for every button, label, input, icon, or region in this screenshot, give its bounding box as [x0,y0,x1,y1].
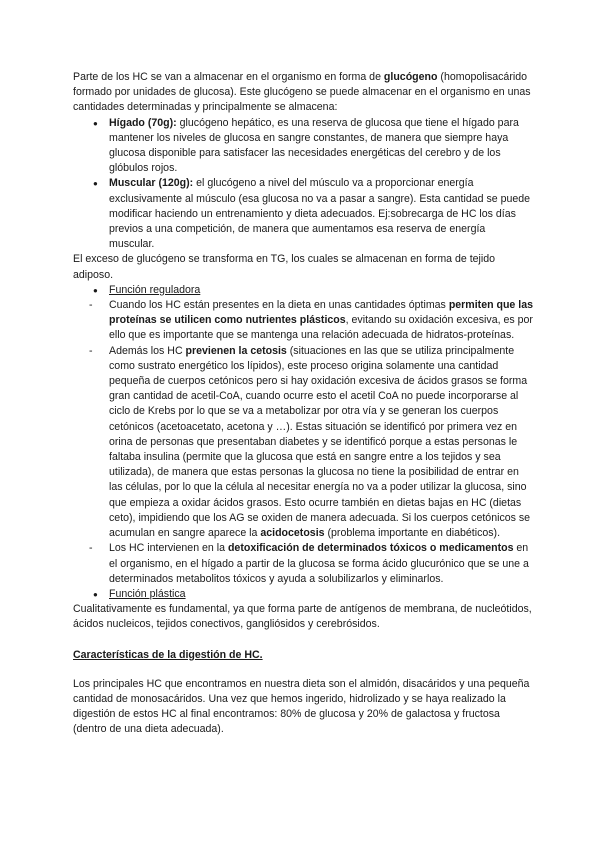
section-title: Características de la digestión de HC. [73,648,263,661]
regulatory-list [73,298,533,587]
glycogen-term: glucógeno [383,71,438,83]
regulatory-heading-list [73,283,533,298]
document-body [73,70,533,738]
list-item: - Los HC intervienen en la detoxificación de determinados tóxicos o medicamentos en el organismo, en el hígado a partir de la glucosa se forma ácido glucurónico que se une a determinados metabolitos tóxicos y ayuda a solubilizarlos y eliminarlos. [73,541,533,587]
plastic-heading-list [73,587,533,602]
regulatory-function-heading: Función reguladora [109,283,201,296]
storage-list [73,116,533,253]
list-item [73,587,533,602]
plastic-function-paragraph: Cualitativamente es fundamental, ya que forma parte de antígenos de membrana, de nucleótidos, ácidos nucleicos, tejidos conectivos, gangliósidos y cerebrósidos. [73,603,532,631]
digestion-paragraph: Los principales HC que encontramos en nuestra dieta son el almidón, disacáridos y una pequeña cantidad de monosacáridos. Una vez que hemos ingerido, hidrolizado y se haya realizado la digestión de estos HC al final encontramos: 80% de glucosa y 20% de galactosa y fructosa (dentro de una dieta adecuada). [73,677,530,736]
excess-glycogen-paragraph: El exceso de glucógeno se transforma en TG, los cuales se almacenan en forma de tejido adiposo. [73,253,496,281]
list-item: - Además los HC previenen la cetosis (situaciones en las que se utiliza principalmente como sustrato energético los lípidos), este proceso origina solamente una cantidad pequeña de cuerpos cetónicos pero si hay oxidación excesiva de ácidos grasos se forma gran cantidad de acetil-CoA, cuando ocurre esto el acetil CoA no puede incorporarse al ciclo de Krebs por lo que se va a metabolizar por otra vía y se generan los cuerpos cetónicos (acetoacetato, acetona y …). Estas situación se identificó por primera vez en orina de personas que presentaban diabetes y se identificó porque a estas personas le faltaba insulina (permite que la glucosa que está en sangre entre a los tejidos y sea utilizada), de manera que estas personas la glucosa no tiene la posibilidad de entrar en las células, por lo que la célula al necesitar energía no va a poder utilizar la glucosa, sino que empieza a oxidar ácidos grasos. Esto ocurre también en dietas bajas en HC (dietas ceto), impidiendo que los AG se oxiden de manera adecuada. Si los cuerpos cetónicos se acumulan en sangre aparece la acidocetosis (problema importante en diabéticos). [73,344,533,542]
list-item: ● Hígado (70g): glucógeno hepático, es una reserva de glucosa que tiene el hígado para mantener los niveles de glucosa en sangre constantes, de manera que siempre haya glucosa disponible para satisfacer las necesidades energéticas del cerebro y de los glóbulos rojos. [73,116,533,177]
intro-paragraph: Parte de los HC se van a almacenar en el organismo en forma de glucógeno (homopolisacárido formado por unidades de glucosa). Este glucógeno se puede almacenar en el organismo en unas cantidades determinadas y principalmente se almacena: [73,71,531,114]
list-item: - Cuando los HC están presentes en la dieta en unas cantidades óptimas permiten que las proteínas se utilicen como nutrientes plásticos, evitando su oxidación excesiva, es por ello que es importante que se mantenga una relación adecuada de hidratos-proteínas. [73,298,533,344]
list-item [73,283,533,298]
plastic-function-heading: Función plástica [109,587,186,600]
list-item: ● Muscular (120g): el glucógeno a nivel del músculo va a proporcionar energía exclusivamente al músculo (esa glucosa no va a pasar a sangre). Esta cantidad se puede modificar haciendo un entrenamiento y dieta adecuados. Ej:sobrecarga de HC los días previos a una competición, de manera que aumentamos esa reserva de energía muscular. [73,176,533,252]
